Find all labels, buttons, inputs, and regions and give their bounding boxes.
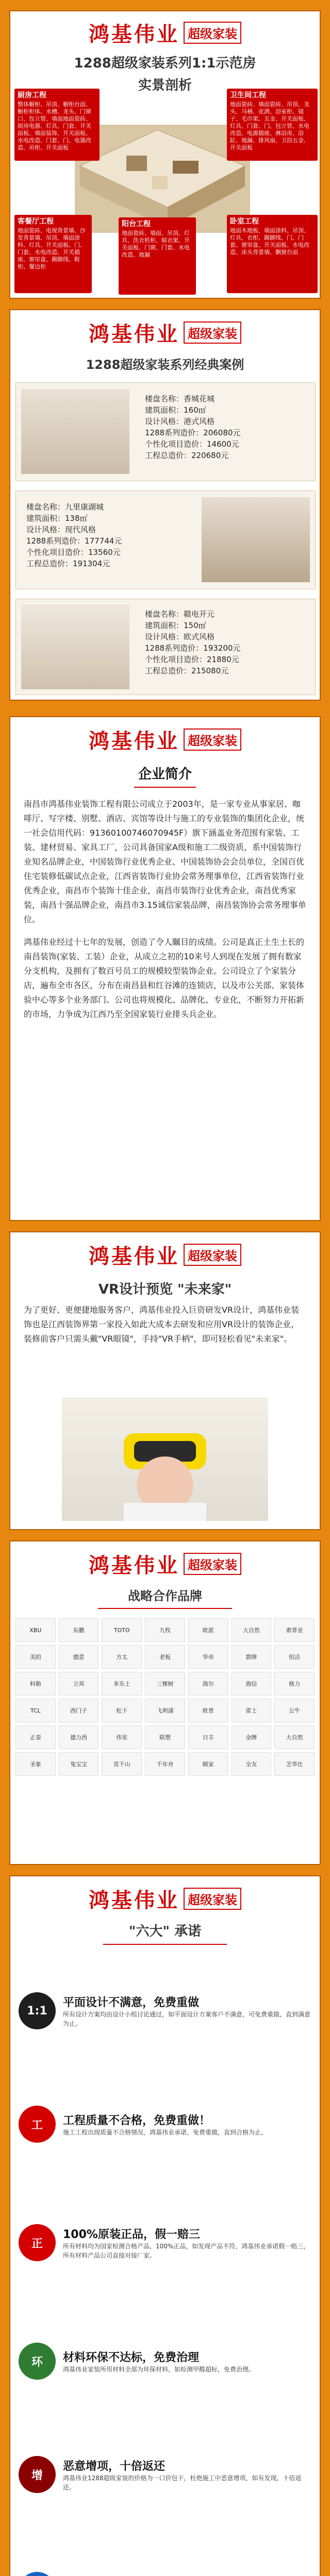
promise-item — [19, 2418, 311, 2531]
promise-list — [10, 1949, 320, 2576]
section-brands — [9, 1540, 321, 1865]
section-showhouse — [9, 10, 321, 299]
area-title: 客餐厅工程 — [18, 217, 54, 226]
brand-logo-tile: 金牌 — [232, 1725, 272, 1749]
brand-logo-tile: 芝华仕 — [274, 1752, 315, 1776]
brand-logo-tile: 箭牌 — [232, 1645, 272, 1669]
brand-logo-tile: 九牧 — [145, 1618, 185, 1642]
promise-text: 所有设计方案均由设计小组讨论通过，如平面设计方案客户不满意，可免费重做，直到满意为止。 — [63, 2010, 311, 2027]
section-vr — [9, 1231, 321, 1530]
brand-logo-tile: 飞利浦 — [145, 1699, 185, 1722]
section-company — [9, 716, 321, 1221]
section-cases — [9, 309, 321, 701]
case-info — [26, 501, 122, 569]
case-2 — [15, 490, 316, 589]
brand-sub: 超级家装 — [184, 1553, 241, 1575]
promise-icon: 工 — [19, 2106, 56, 2143]
promise-text: 所有材料均为国家检测合格产品，100%正品，如发现产品不符，鸿基伟业承诺假一赔三，所有材料产品公司直接对接厂家。 — [63, 2242, 310, 2259]
company-paragraph: 鸿基伟业经过十七年的发展，创造了令人瞩目的成绩。公司是真正土生土长的南昌装饰(家装、工装）企业，从成立之初的10来号人到现在发展了拥有数家分支机构，及拥有了数百号员工的规模较型装饰企业。公司设立了个家装分店，遍布全市各区，分布在南昌县和红谷滩的连锁店，以及市公关部、家装体验中心等多个业务部门。公司也将规模化、品牌化、专业化，不断努力开拓新的市场，力争成为江西乃至全国家装行业排头兵企业。 — [24, 937, 305, 1019]
area-card-bedroom — [227, 215, 318, 293]
case-line: 工程总造价：215080元 — [145, 666, 229, 675]
brand-sub: 超级家装 — [184, 728, 241, 751]
company-text — [10, 792, 320, 1027]
promise-item — [19, 1954, 311, 2067]
brand-logo-tile: 大自然 — [274, 1725, 315, 1749]
brand-logo-tile: XBU — [15, 1618, 56, 1642]
brand-logo-tile: 莫干山 — [102, 1752, 142, 1776]
brand-logo-tile: 美的 — [15, 1645, 56, 1669]
promise-title: 材料环保不达标，免费治理 — [63, 2351, 200, 2364]
promise-icon: 正 — [19, 2224, 56, 2261]
brand-logo-tile: TOTO — [102, 1618, 142, 1642]
case-line: 个性化项目造价：21880元 — [145, 655, 239, 664]
promise-item — [19, 2067, 311, 2181]
case-line: 个性化项目造价：14600元 — [145, 439, 239, 449]
vr-image — [62, 1397, 268, 1521]
brand-name: 鸿基伟业 — [89, 22, 179, 46]
area-card-kitchen — [14, 89, 100, 161]
case-image — [202, 497, 310, 582]
promise-title: 恶意增项，十倍返还 — [63, 2460, 166, 2473]
brand-sub: 超级家装 — [184, 1888, 241, 1910]
area-text: 地面瓷砖、墙面瓷砖、吊顶、龙头、马桶、花洒、浴室柜、镜子、毛巾架、五金、开关面板、灯具、门套、门、包立管、水电改造、电源插座、淋浴房、浴缸、地漏、排风扇、卫浴五金、开关面板 — [230, 101, 309, 151]
brand-logo-tile: 雷士 — [232, 1699, 272, 1722]
brand-logo-tile: 千年舟 — [145, 1752, 185, 1776]
promise-text: 鸿基伟业1288超级家装的价格为一口价包干，杜绝施工中恶意增项，如有发现，十倍返还。 — [63, 2474, 302, 2491]
case-line: 设计风格：港式风格 — [145, 417, 215, 426]
case-line: 1288系列造价：206080元 — [145, 428, 241, 437]
brand-logo — [10, 717, 320, 756]
promise-title: 平面设计不满意，免费重做 — [63, 1996, 200, 2009]
case-line: 设计风格：现代风格 — [26, 525, 96, 534]
brand-sub: 超级家装 — [184, 321, 241, 344]
case-info — [145, 608, 240, 676]
brand-logo — [10, 1541, 320, 1581]
promise-title: 工程质量不合格，免费重做！ — [63, 2114, 211, 2127]
section2-title: 1288超级家装系列经典案例 — [86, 358, 244, 372]
area-text: 地面瓷砖、电视背景墙、沙发背景墙、吊顶、墙面涂料、灯具、开关面板、门、门套、水电改造、开关插座、窗帘盒、踢脚线、鞋柜、餐边柜 — [18, 227, 86, 270]
brand-logo-tile: 公牛 — [274, 1699, 315, 1722]
floorplan-image — [75, 125, 250, 233]
case-image — [21, 604, 129, 689]
area-text: 整体橱柜、吊顶、橱柜台面、橱柜柜体、水槽、龙头、门窗口、包立管、墙面地面瓷砖、厨房电器、灯具、门套、开关面板、墙面装饰、开关面板、水电改造、门套、门、电器改造、吊柜、开关面板 — [18, 101, 91, 151]
case-line: 工程总造价：191304元 — [26, 559, 110, 568]
case-line: 1288系列造价：193200元 — [145, 643, 241, 653]
area-title: 厨房工程 — [18, 91, 46, 99]
case-line: 工程总造价：220680元 — [145, 451, 229, 460]
case-line: 楼盘名称：赣电开元 — [145, 609, 215, 619]
promise-body — [63, 1994, 311, 2028]
title-underline — [103, 1944, 227, 1945]
case-3 — [15, 599, 316, 695]
brand-logo-tile: 老板 — [145, 1645, 185, 1669]
promise-title: 100%原装正品，假一赔三 — [63, 2228, 200, 2241]
promise-body — [63, 2349, 255, 2374]
case-line: 建筑面积：160㎡ — [145, 405, 206, 415]
area-title: 阳台工程 — [122, 220, 151, 228]
brand-name: 鸿基伟业 — [89, 322, 179, 346]
area-card-bathroom — [227, 89, 318, 161]
brand-logo-tile: 联塑 — [145, 1725, 185, 1749]
area-card-balcony — [119, 217, 196, 295]
brand-logo-tile: 伟星 — [102, 1725, 142, 1749]
case-line: 建筑面积：150㎡ — [145, 621, 206, 630]
brand-logo-tile: 海信 — [232, 1672, 272, 1696]
vr-headset-illustration — [62, 1397, 268, 1521]
brand-logo-tile: 德力西 — [59, 1725, 99, 1749]
brand-logo-tile: 海尔 — [188, 1672, 228, 1696]
case-line: 楼盘名称：香城花城 — [145, 394, 215, 403]
brand-name: 鸿基伟业 — [89, 1553, 179, 1578]
title-underline — [98, 1608, 232, 1609]
brand-sub: 超级家装 — [184, 22, 241, 44]
brand-logo-tile: 日丰 — [188, 1725, 228, 1749]
promise-body — [63, 2226, 311, 2260]
brand-logo-tile: 多乐士 — [102, 1672, 142, 1696]
brand-logo-tile: 索菲亚 — [274, 1618, 315, 1642]
brand-sub: 超级家装 — [184, 1244, 241, 1266]
brand-logo-tile: 格力 — [274, 1672, 315, 1696]
brand-logo-tile: 兔宝宝 — [59, 1752, 99, 1776]
section3-title: 企业简介 — [138, 767, 192, 782]
case-line: 楼盘名称：九里康湖城 — [26, 502, 104, 512]
promise-item — [19, 2181, 311, 2304]
area-title: 卧室工程 — [230, 217, 259, 226]
promise-text: 施工工程出现质量不合格情况，鸿基伟业承诺，免费重做，直到合格为止。 — [63, 2128, 268, 2136]
brand-logo-tile: 科勒 — [15, 1672, 56, 1696]
brand-grid — [10, 1613, 320, 1781]
promise-icon — [19, 2572, 56, 2576]
area-title: 卫生间工程 — [230, 91, 266, 99]
promise-icon: 增 — [19, 2456, 56, 2493]
case-1 — [15, 382, 316, 481]
promise-icon: 1:1 — [19, 1992, 56, 2029]
company-paragraph: 南昌市鸿基伟业装饰工程有限公司成立于2003年，是一家专业从事家居、咖啡厅、写字楼、别墅、酒店、宾馆等设计与施工的专业装饰的集团化企业，统一社会信用代码：91360100746070945F）旗下涵盖业务范围有家装、工装、建材贸易、家具工厂，公司具备国家A级和施工二级资质，系中国装饰行业知名品牌企业，中国装饰行业优秀企业、中国装饰协会会员单位，全国百优住宅装修低碳试点企业，江西省装饰行业协会常务理事单位，江西省装饰行业优秀企业，南昌市个装饰十佳企业，南昌市装饰行业优秀企业，南昌优秀家装，南昌十强品牌企业，南昌市3.15诚信家装品牌，南昌装饰协会常务理事单位。 — [24, 799, 306, 924]
case-image — [21, 389, 129, 474]
promise-icon: 环 — [19, 2343, 56, 2380]
area-text: 地面瓷砖、墙面、吊顶、灯具、洗衣机柜、晾衣架、开关面板、门窗、门套、水电改造、地漏 — [122, 230, 190, 258]
promise-item — [19, 2531, 311, 2576]
brand-logo-tile: TCL — [15, 1699, 56, 1722]
area-text: 地面木地板、墙面涂料、吊顶、灯具、衣柜、踢脚线、门、门套、窗帘盒、开关面板、水电改造、床头背景墙、飘窗台面 — [230, 227, 309, 256]
brand-logo-tile: 松下 — [102, 1699, 142, 1722]
section4-title: VR设计预览 "未来家" — [98, 1282, 232, 1297]
section1-title-line1: 1288超级家装系列1:1示范房 — [74, 56, 256, 71]
case-line: 建筑面积：138㎡ — [26, 514, 88, 523]
section5-title: 战略合作品牌 — [128, 1589, 202, 1603]
title-underline — [134, 787, 196, 788]
section6-title: "六大" 承诺 — [128, 1924, 202, 1939]
promise-text: 鸿基伟业家装所用材料全部为环保材料，如检测甲醛超标，免费治理。 — [63, 2365, 255, 2373]
vr-text: 为了更好、更便捷地服务客户，鸿基伟业投入巨资研发VR设计，鸿基伟业装饰也是江西装饰界第一家投入如此大成本去研发和应用VR设计的装饰企业，装修前客户只需头戴"VR眼镜"，手持"VR手柄"，即可轻松看见"未来家"。 — [24, 1305, 300, 1344]
brand-logo-tile: 顾家 — [188, 1752, 228, 1776]
brand-logo-tile: 恒洁 — [274, 1645, 315, 1669]
brand-logo — [10, 310, 320, 349]
promise-body — [63, 2112, 267, 2137]
brand-logo-tile: 大自然 — [232, 1618, 272, 1642]
area-card-living — [14, 215, 92, 293]
case-line: 1288系列造价：177744元 — [26, 536, 122, 546]
brand-logo-tile: 欧派 — [188, 1618, 228, 1642]
brand-logo — [10, 1232, 320, 1272]
brand-name: 鸿基伟业 — [89, 1888, 179, 1912]
brand-logo-tile: 欧普 — [188, 1699, 228, 1722]
floorplan-illustration — [75, 125, 250, 233]
brand-logo-tile: 德意 — [59, 1645, 99, 1669]
brand-logo-tile: 全友 — [232, 1752, 272, 1776]
section1-title-line2: 实景剖析 — [138, 78, 192, 93]
promise-item — [19, 2304, 311, 2418]
brand-logo-tile: 圣象 — [15, 1752, 56, 1776]
brand-logo-tile: 三棵树 — [145, 1672, 185, 1696]
brand-logo-tile: 东鹏 — [59, 1618, 99, 1642]
brand-logo-tile: 正泰 — [15, 1725, 56, 1749]
case-info — [145, 393, 240, 461]
brand-logo — [10, 11, 320, 49]
brand-logo-tile: 西门子 — [59, 1699, 99, 1722]
case-line: 设计风格：欧式风格 — [145, 632, 215, 641]
brand-name: 鸿基伟业 — [89, 729, 179, 753]
brand-logo-tile: 方太 — [102, 1645, 142, 1669]
promise-body — [63, 2458, 311, 2492]
brand-logo-tile: 华帝 — [188, 1645, 228, 1669]
brand-logo-tile: 立邦 — [59, 1672, 99, 1696]
brand-logo — [10, 1876, 320, 1916]
brand-name: 鸿基伟业 — [89, 1244, 179, 1268]
case-line: 个性化项目造价：13560元 — [26, 548, 121, 557]
section-promises — [9, 1875, 321, 2576]
